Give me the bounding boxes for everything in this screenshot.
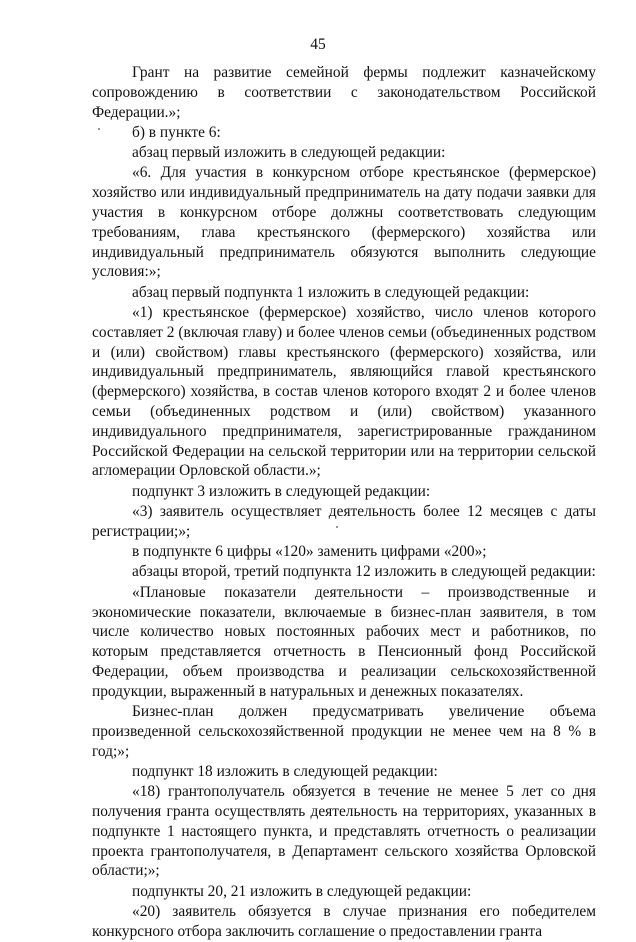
paragraph-subpoint-18-text: «18) грантополучатель обязуется в течение не менее 5 лет со дня получения гранта осуществлять деятельность на территориях, указанных в подпункте 1 настоящего пункта, и представлять отчетность о реализации проекта грантополучателя, в Департамент сельского хозяйства Орловской области;»;: [92, 783, 596, 880]
paragraph-subpoint-20-text: «20) заявитель обязуется в случае признания его победителем конкурсного отбора заключить соглашение о предоставлении гранта: [92, 902, 596, 940]
paragraph-subpoint-18-instruction: подпункт 18 изложить в следующей редакции:: [132, 762, 438, 780]
paragraph-first-abzac-instruction: абзац первый изложить в следующей редакции:: [132, 144, 446, 162]
paragraph-subpoint-6-change: в подпункте 6 цифры «120» заменить цифрами «200»;: [132, 543, 487, 561]
paragraph-subpoint-1-text: «1) крестьянское (фермерское) хозяйство, число членов которого составляет 2 (включая главу) и более членов семьи (объединенных родством и (или) свойством) главы крестьянского (фермерского) хозяйства, или индивидуальный предприниматель, являющийся главой крестьянского (фермерского) хозяйства, в состав членов которого входят 2 и более членов семьи (объединенных родством и (или) свойством) указанного индивидуального предпринимателя, зарегистрированные гражданином Российской Федерации на сельской территории или на территории сельской агломерации Орловской области.»;: [92, 304, 596, 480]
paragraph-subpoint-12-instruction: абзацы второй, третий подпункта 12 изложить в следующей редакции:: [132, 563, 596, 581]
scan-speck: [98, 128, 100, 130]
paragraph-point-6-heading: б) в пункте 6:: [132, 123, 221, 141]
paragraph-business-plan: Бизнес-план должен предусматривать увеличение объема произведенной сельскохозяйственной продукции не менее чем на 8 % в год;»;: [92, 703, 596, 760]
paragraph-subpoints-20-21-instruction: подпункты 20, 21 изложить в следующей редакции:: [132, 882, 472, 900]
paragraph-point-6-text: «6. Для участия в конкурсном отборе крестьянское (фермерское) хозяйство или индивидуальный предприниматель на дату подачи заявки для участия в конкурсном отборе должны соответствовать следующим требованиям, глава крестьянского (фермерского) хозяйства или индивидуальный предприниматель обязуются выполнить следующие условия:»;: [92, 164, 596, 281]
paragraph-subpoint-3-text: «3) заявитель осуществляет деятельность более 12 месяцев с даты регистрации;»;: [92, 503, 596, 540]
page-number: 45: [310, 36, 326, 53]
paragraph-subpoint-1-instruction: абзац первый подпункта 1 изложить в следующей редакции:: [132, 283, 530, 301]
paragraph-plan-indicators: «Плановые показатели деятельности – производственные и экономические показатели, включаемые в бизнес-план заявителя, в том числе количество новых постоянных рабочих мест и работников, по которым представляется отчетность в Пенсионный фонд Российской Федерации, объем производства и реализации сельскохозяйственной продукции, выраженный в натуральных и денежных показателях.: [92, 583, 596, 700]
document-body: [92, 63, 596, 942]
paragraph-grant-escort: Грант на развитие семейной фермы подлежит казначейскому сопровождению в соответствии с законодательством Российской Федерации.»;: [92, 64, 596, 121]
scan-speck: [336, 526, 338, 528]
paragraph-subpoint-3-instruction: подпункт 3 изложить в следующей редакции:: [132, 482, 431, 500]
